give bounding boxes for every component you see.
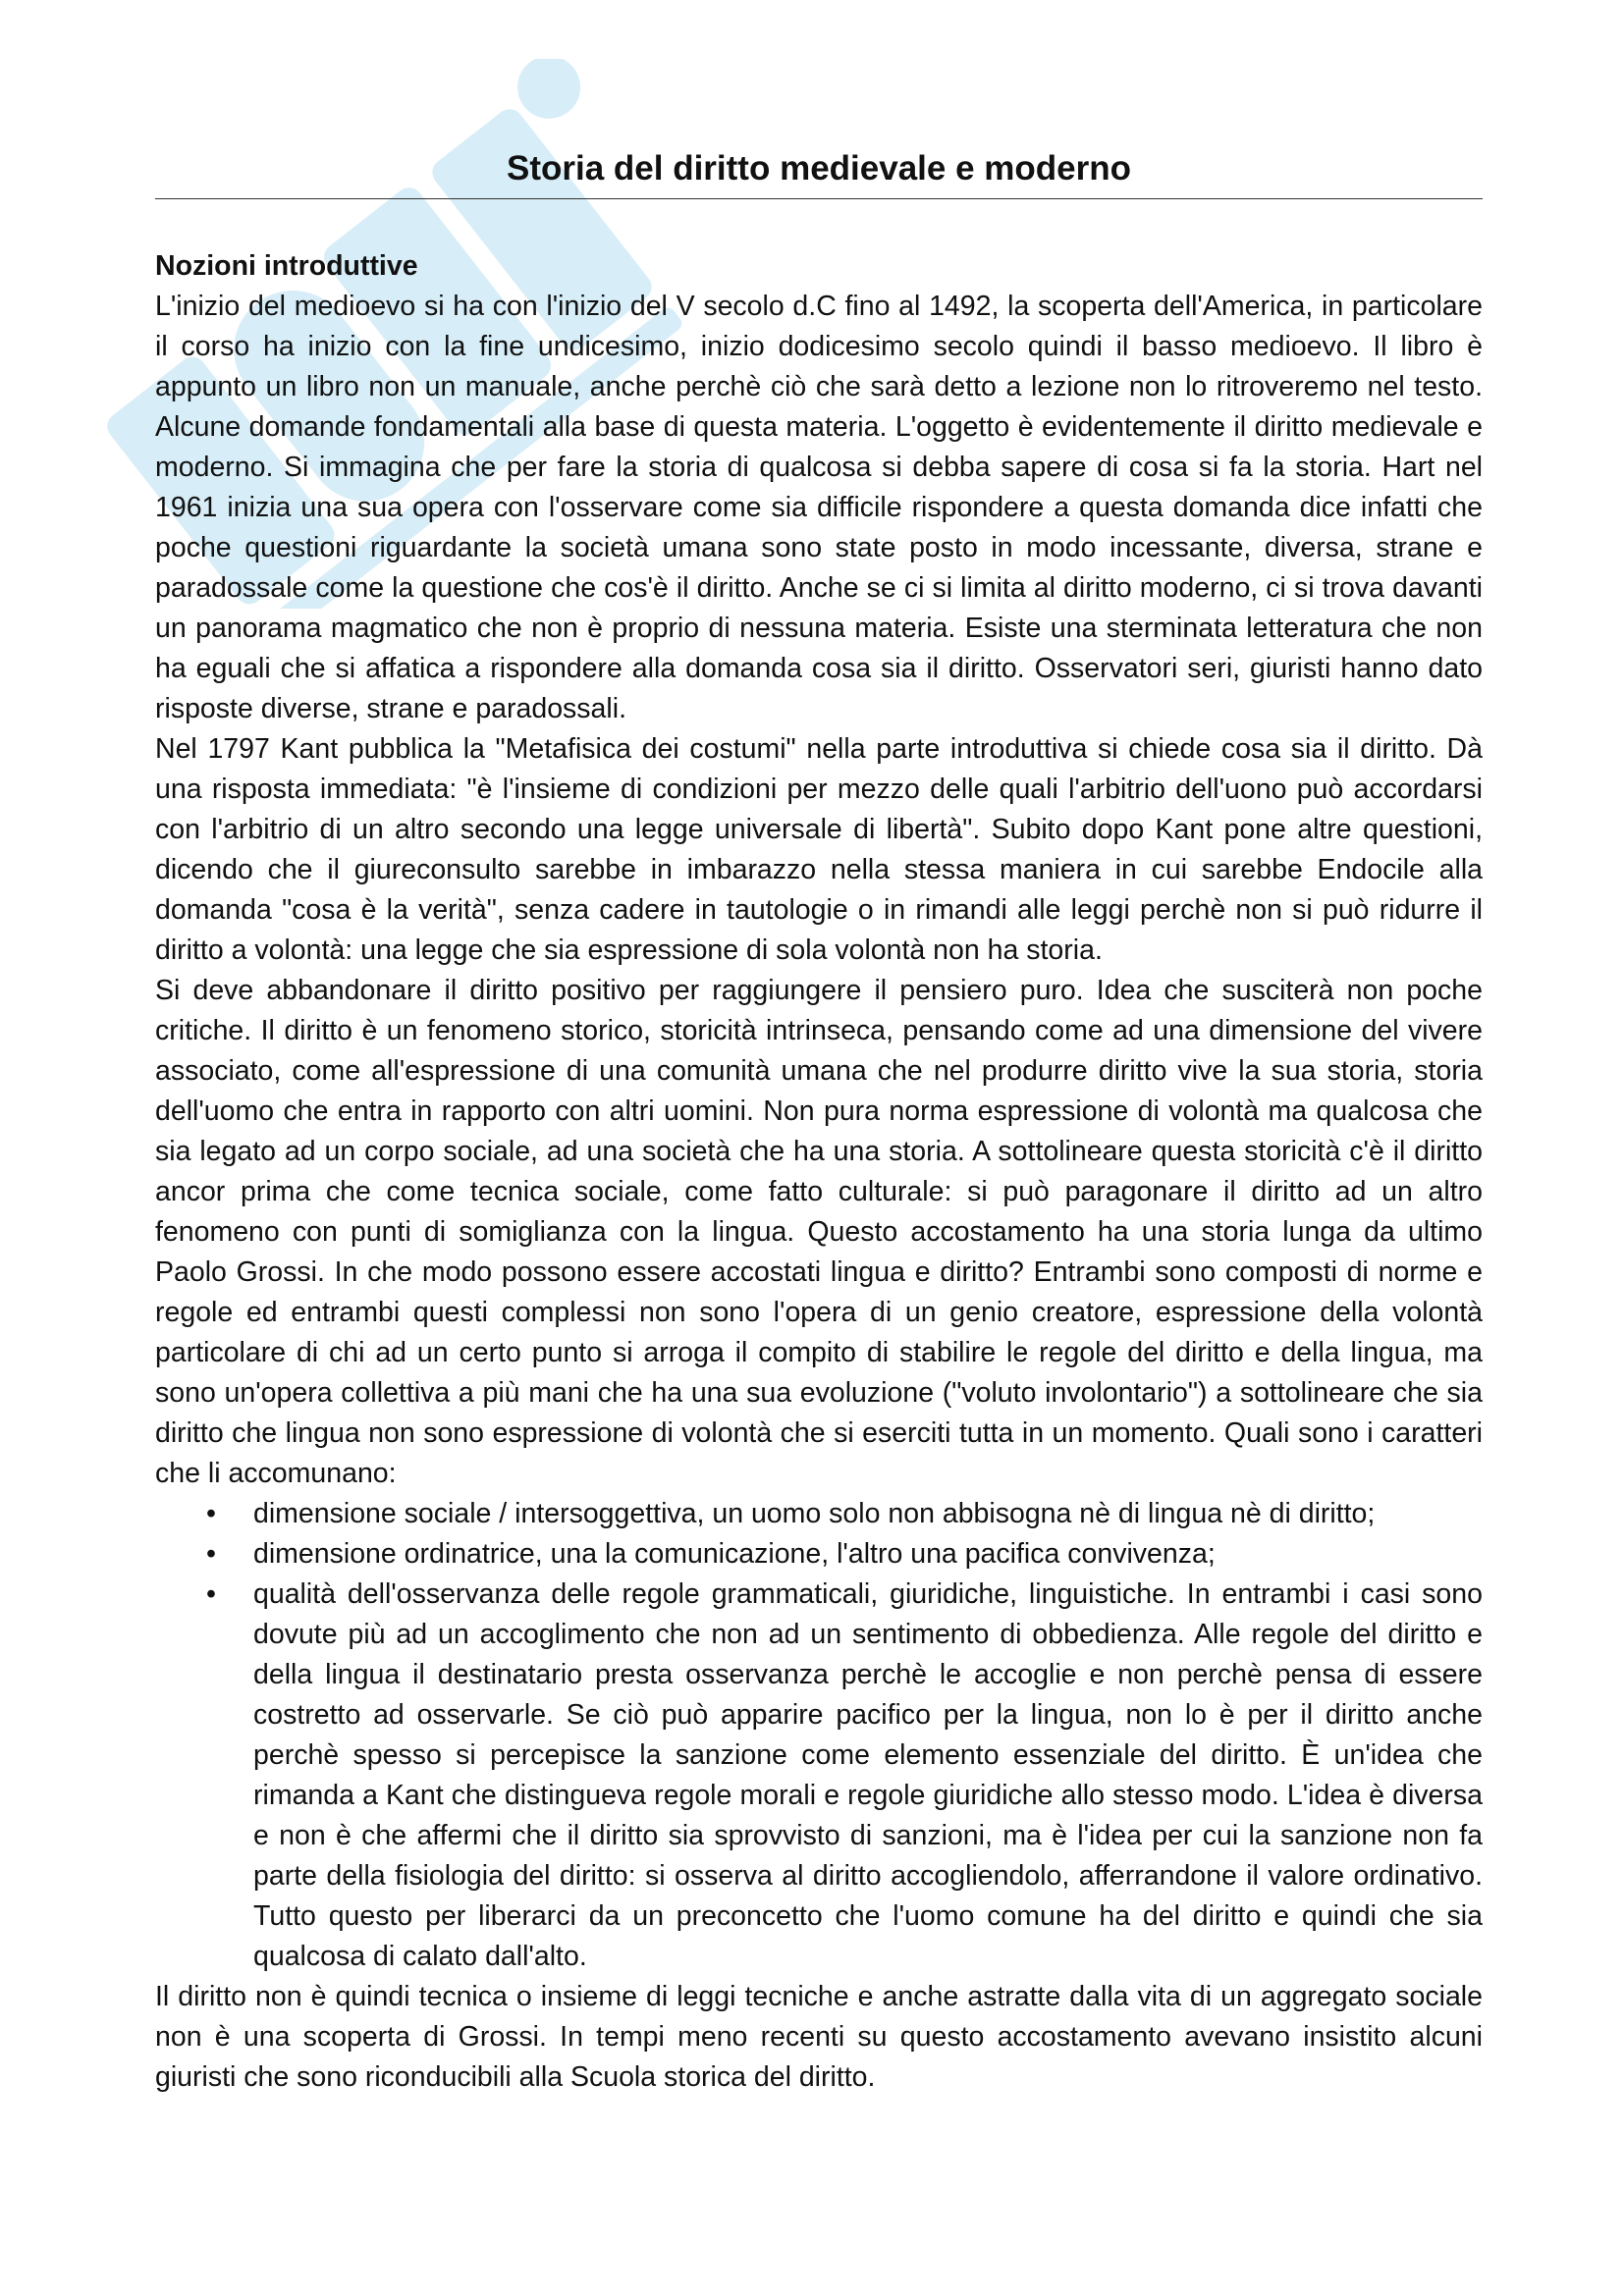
bullet-text: dimensione sociale / intersoggettiva, un uomo solo non abbisogna nè di lingua nè di diritto; bbox=[253, 1498, 1376, 1529]
bullet-item bbox=[155, 1575, 1483, 1977]
bullet-icon: • bbox=[206, 1498, 216, 1529]
watermark-dot bbox=[505, 59, 593, 132]
bullet-icon: • bbox=[206, 1578, 216, 1610]
document-page bbox=[155, 147, 1483, 2098]
document-title: Storia del diritto medievale e moderno bbox=[155, 147, 1483, 199]
bullet-text: qualità dell'osservanza delle regole grammaticali, giuridiche, linguistiche. In entrambi i casi sono dovute più ad un accoglimento che non ad un sentimento di obbedienza. Alle regole del diritto e della lingua il destinatario presta osservanza perchè le accoglie e non perchè pensa di essere costretto ad osservarle. Se ciò può apparire pacifico per la lingua, non lo è per il diritto anche perchè spesso si percepisce la sanzione come elemento essenziale del diritto. È un'idea che rimanda a Kant che distingueva regole morali e regole giuridiche allo stesso modo. L'idea è diversa e non è che affermi che il diritto sia sprovvisto di sanzioni, ma è l'idea per cui la sanzione non fa parte della fisiologia del diritto: si osserva al diritto accogliendolo, afferrandone il valore ordinativo. Tutto questo per liberarci da un preconcetto che l'uomo comune ha del diritto e quindi che sia qualcosa di calato dall'alto. bbox=[253, 1578, 1483, 1972]
paragraph: Nel 1797 Kant pubblica la "Metafisica dei costumi" nella parte introduttiva si chiede cosa sia il diritto. Dà una risposta immediata: "è l'insieme di condizioni per mezzo delle quali l'arbitrio dell'uono può accordarsi con l'arbitrio di un altro secondo una legge universale di libertà". Subito dopo Kant pone altre questioni, dicendo che il giureconsulto sarebbe in imbarazzo nella stessa maniera in cui sarebbe Endocile alla domanda "cosa è la verità", senza cadere in tautologie o in rimandi alle leggi perchè non si può ridurre il diritto a volontà: una legge che sia espressione di sola volontà non ha storia. bbox=[155, 733, 1483, 966]
paragraph: Si deve abbandonare il diritto positivo per raggiungere il pensiero puro. Idea che susciterà non poche critiche. Il diritto è un fenomeno storico, storicità intrinseca, pensando come ad una dimensione del vivere associato, come all'espressione di una comunità umana che nel produrre diritto vive la sua storia, storia dell'uomo che entra in rapporto con altri uomini. Non pura norma espressione di volontà ma qualcosa che sia legato ad un corpo sociale, ad una società che ha una storia. A sottolineare questa storicità c'è il diritto ancor prima che come tecnica sociale, come fatto culturale: si può paragonare il diritto ad un altro fenomeno con punti di somiglianza con la lingua. Questo accostamento ha una storia lunga da ultimo Paolo Grossi. In che modo possono essere accostati lingua e diritto? Entrambi sono composti di norme e regole ed entrambi questi complessi non sono l'opera di un genio creatore, espressione della volontà particolare di chi ad un certo punto si arroga il compito di stabilire le regole del diritto e della lingua, ma sono un'opera collettiva a più mani che ha una sua evoluzione ("voluto involontario") a sottolineare che sia diritto che lingua non sono espressione di volontà che si eserciti tutta in un momento. Quali sono i caratteri che li accomunano: bbox=[155, 975, 1483, 1489]
bullet-icon: • bbox=[206, 1538, 216, 1570]
paragraph: Il diritto non è quindi tecnica o insieme di leggi tecniche e anche astratte dalla vita di un aggregato sociale non è una scoperta di Grossi. In tempi meno recenti su questo accostamento avevano insistito alcuni giuristi che sono riconducibili alla Scuola storica del diritto. bbox=[155, 1981, 1483, 2093]
bullet-item bbox=[155, 1494, 1483, 1534]
bullet-text: dimensione ordinatrice, una la comunicazione, l'altro una pacifica convivenza; bbox=[253, 1538, 1216, 1570]
section-heading: Nozioni introduttive bbox=[155, 250, 418, 282]
bullet-list bbox=[155, 1494, 1483, 1977]
bullet-item bbox=[155, 1534, 1483, 1575]
paragraph: L'inizio del medioevo si ha con l'inizio del V secolo d.C fino al 1492, la scoperta dell'America, in particolare il corso ha inizio con la fine undicesimo, inizio dodicesimo secolo quindi il basso medioevo. Il libro è appunto un libro non un manuale, anche perchè ciò che sarà detto a lezione non lo ritroveremo nel testo. Alcune domande fondamentali alla base di questa materia. L'oggetto è evidentemente il diritto medievale e moderno. Si immagina che per fare la storia di qualcosa si debba sapere di cosa si fa la storia. Hart nel 1961 inizia una sua opera con l'osservare come sia difficile rispondere a questa domanda dice infatti che poche questioni riguardante la società umana sono state posto in modo incessante, diversa, strane e paradossale come la questione che cos'è il diritto. Anche se ci si limita al diritto moderno, ci si trova davanti un panorama magmatico che non è proprio di nessuna materia. Esiste una sterminata letteratura che non ha eguali che si affatica a rispondere alla domanda cosa sia il diritto. Osservatori seri, giuristi hanno dato risposte diverse, strane e paradossali. bbox=[155, 291, 1483, 724]
